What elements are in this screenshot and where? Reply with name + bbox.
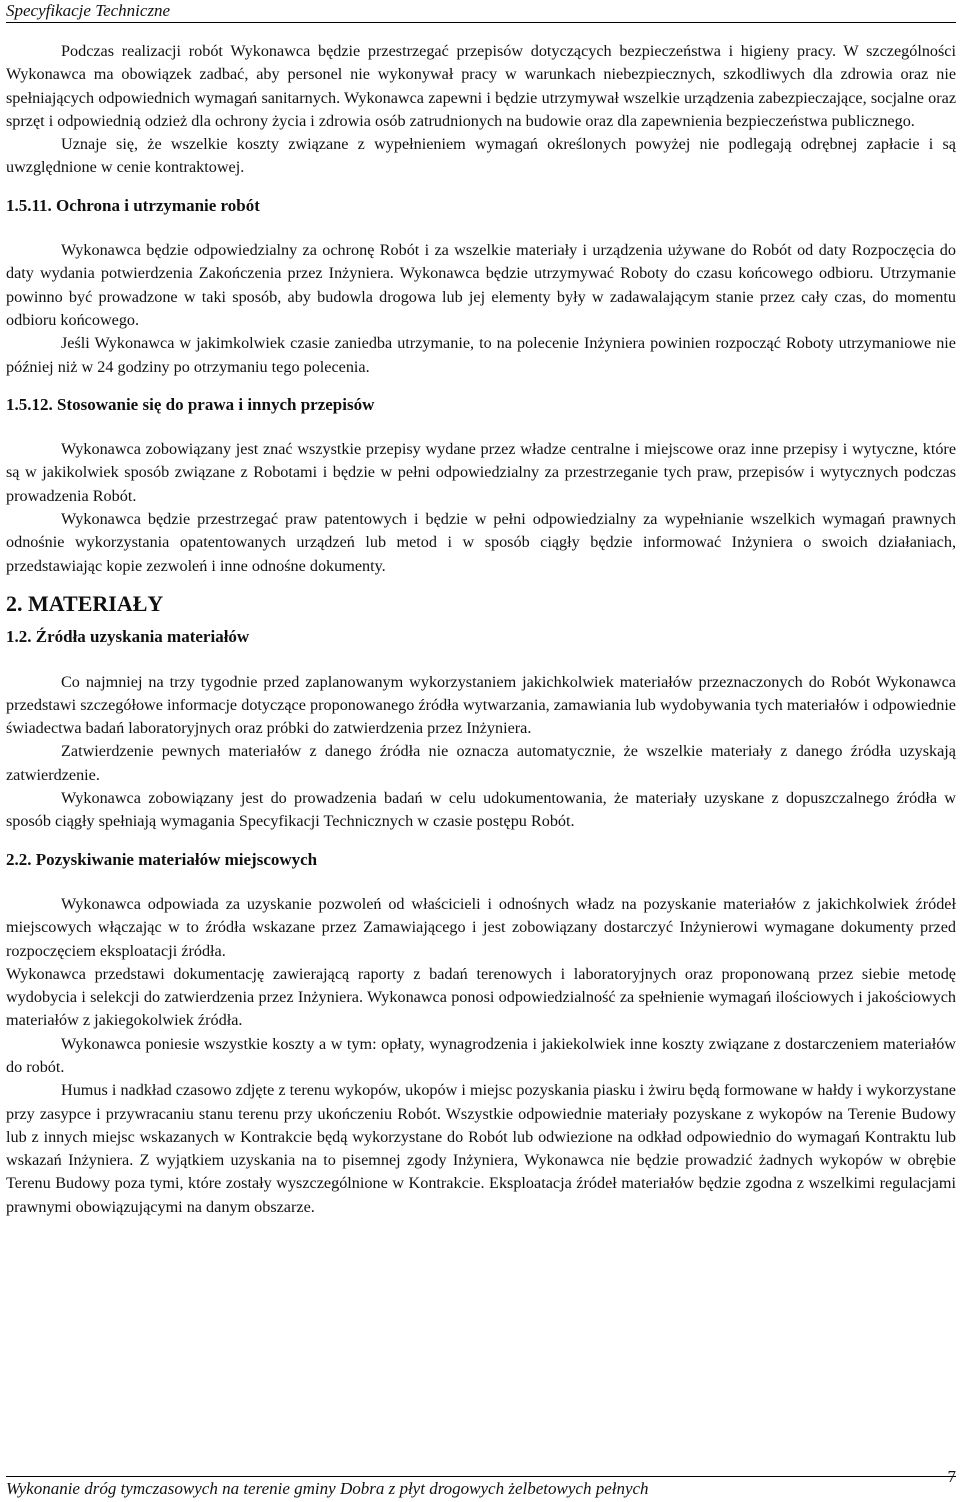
- footer-text: Wykonanie dróg tymczasowych na terenie gminy Dobra z płyt drogowych żelbetowych pełnych: [6, 1479, 649, 1498]
- page-number: 7: [947, 1467, 956, 1486]
- page-header: [6, 0, 956, 23]
- section-title-2-2: 2.2. Pozyskiwanie materiałów miejscowych: [6, 849, 318, 869]
- paragraph-regulations: Wykonawca zobowiązany jest znać wszystkie przepisy wydane przez władze centralne i miejscowe oraz inne przepisy i wytyczne, które są w jakikolwiek sposób związane z Robotami i będzie w pełni odpowiedzialny za przestrzeganie tych praw, przepisów i wytycznych podczas prowadzenia Robót.: [6, 440, 956, 505]
- paragraph-humus: Humus i nadkład czasowo zdjęte z terenu wykopów, ukopów i miejsc pozyskania piasku i żwiru będą formowane w hałdy i wykorzystane przy zasypce i przywracaniu stanu terenu przy ukończeniu Robót. Wszystkie odpowiednie materiały pozyskane z wykopów na Terenie Budowy lub z innych miejsc wskazanych w Kontrakcie będą wykorzystane do Robót lub odwiezione na odkład odpowiednio do wymagań Kontraktu lub wskazań Inżyniera. Z wyjątkiem uzyskania na to pisemnej zgody Inżyniera, Wykonawca nie będzie prowadzić żadnych wykopów w obrębie Terenu Budowy poza tymi, które zostały wyszczególnione w Kontrakcie. Eksploatacja źródeł materiałów będzie zgodna z wszelkimi regulacjami prawnymi obowiązującymi na danym obszarze.: [6, 1081, 956, 1216]
- paragraph-costs: Uznaje się, że wszelkie koszty związane z wypełnieniem wymagań określonych powyżej nie podlegają odrębnej zapłacie i są uwzględnione w cenie kontraktowej.: [6, 135, 956, 177]
- chapter-title-materials: 2. MATERIAŁY: [6, 590, 164, 616]
- section-title-1-5-12: 1.5.12. Stosowanie się do prawa i innych przepisów: [6, 394, 375, 414]
- section-title-1-2: 1.2. Źródła uzyskania materiałów: [6, 627, 250, 647]
- paragraph-approval: Zatwierdzenie pewnych materiałów z danego źródła nie oznacza automatycznie, że wszelkie materiały z danego źródła uzyskają zatwierdzenie.: [6, 742, 956, 784]
- document-body: [6, 40, 956, 1219]
- paragraph-permits: Wykonawca odpowiada za uzyskanie pozwoleń od właścicieli i odnośnych władz na pozyskanie materiałów z jakichkolwiek źródeł miejscowych włączając w to źródła wskazane przez Zamawiającego i jest zobowiązany dostarczyć Inżynierowi wymagane dokumenty przed rozpoczęciem eksploatacji źródła.: [6, 894, 956, 960]
- paragraph-costs-materials: Wykonawca poniesie wszystkie koszty a w tym: opłaty, wynagrodzenia i jakiekolwiek inne koszty związane z dostarczeniem materiałów do robót.: [6, 1034, 956, 1076]
- paragraph-documentation: Wykonawca przedstawi dokumentację zawierającą raporty z badań terenowych i laboratoryjnych oraz proponowaną przez siebie metodę wydobycia i selekcji do zatwierdzenia przez Inżyniera. Wykonawca ponosi odpowiedzialność za spełnienie wymagań ilościowych i jakościowych materiałów z jakiegokolwiek źródła.: [6, 964, 956, 1030]
- paragraph-safety: Podczas realizacji robót Wykonawca będzie przestrzegać przepisów dotyczących bezpieczeństwa i higieny pracy. W szczególności Wykonawca ma obowiązek zadbać, aby personel nie wykonywał pracy w warunkach niebezpiecznych, szkodliwych dla zdrowia oraz nie spełniających odpowiednich wymagań sanitarnych. Wykonawca zapewni i będzie utrzymywał wszelkie urządzenia zabezpieczające, socjalne oraz sprzęt i odpowiednią odzież dla ochrony życia i zdrowia osób zatrudnionych na budowie oraz dla zapewnienia bezpieczeństwa publicznego.: [6, 42, 956, 130]
- paragraph-patents: Wykonawca będzie przestrzegać praw patentowych i będzie w pełni odpowiedzialny za wypełnianie wszelkich wymagań prawnych odnośnie wykorzystania opatentowanych urządzeń lub metod i w sposób ciągły będzie informować Inżyniera o swoich działaniach, przedstawiając kopie zezwoleń i inne odnośne dokumenty.: [6, 510, 956, 575]
- header-title: Specyfikacje Techniczne: [6, 1, 171, 20]
- page-footer: [6, 1467, 956, 1501]
- section-title-1-5-11: 1.5.11. Ochrona i utrzymanie robót: [6, 195, 260, 215]
- paragraph-maintenance: Jeśli Wykonawca w jakimkolwiek czasie zaniedba utrzymanie, to na polecenie Inżyniera powinien rozpocząć Roboty utrzymaniowe nie później niż w 24 godziny po otrzymaniu tego polecenia.: [6, 334, 956, 376]
- paragraph-testing: Wykonawca zobowiązany jest do prowadzenia badań w celu udokumentowania, że materiały uzyskane z dopuszczalnego źródła w sposób ciągły spełniają wymagania Specyfikacji Technicznych w czasie postępu Robót.: [6, 789, 956, 831]
- paragraph-protection: Wykonawca będzie odpowiedzialny za ochronę Robót i za wszelkie materiały i urządzenia używane do Robót od daty Rozpoczęcia do daty wydania potwierdzenia Zakończenia przez Inżyniera. Wykonawca będzie utrzymywać Roboty do czasu końcowego odbioru. Utrzymanie powinno być prowadzone w taki sposób, aby budowla drogowa lub jej elementy były w zadawalającym stanie przez cały czas, do momentu odbioru końcowego.: [6, 241, 956, 329]
- paragraph-sources: Co najmniej na trzy tygodnie przed zaplanowanym wykorzystaniem jakichkolwiek materiałów przeznaczonych do Robót Wykonawca przedstawi szczegółowe informacje dotyczące proponowanego źródła wytwarzania, zamawiania lub wydobywania tych materiałów i odpowiednie świadectwa badań laboratoryjnych oraz próbki do zatwierdzenia przez Inżyniera.: [6, 672, 956, 738]
